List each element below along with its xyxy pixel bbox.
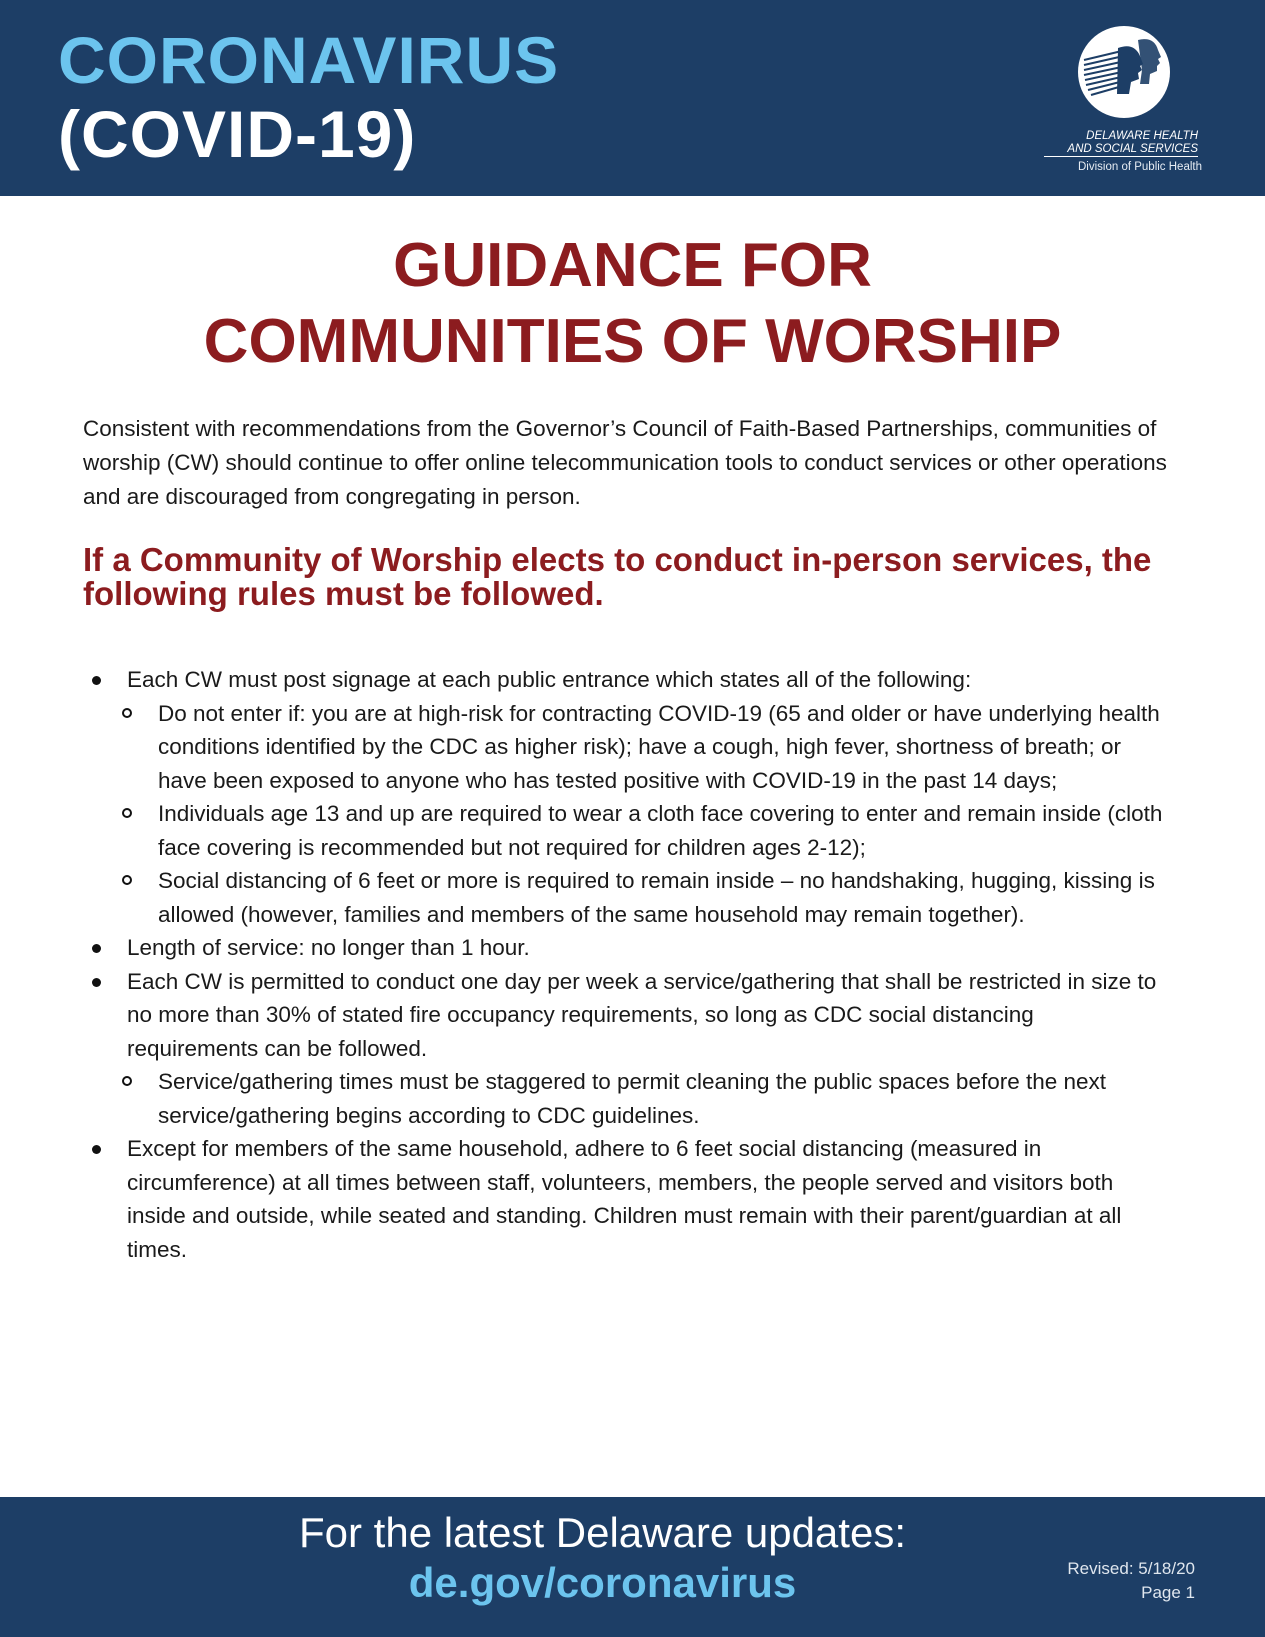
revised-date: Revised: 5/18/20 bbox=[1067, 1559, 1195, 1578]
sub-rules-list bbox=[127, 697, 1163, 932]
circle-bullet-icon bbox=[122, 875, 132, 885]
rule-text: Length of service: no longer than 1 hour. bbox=[127, 935, 530, 960]
sub-rule-text: Service/gathering times must be staggered to permit cleaning the public spaces before the next service/gathering begins according to CDC guidelines. bbox=[158, 1069, 1107, 1128]
bullet-icon bbox=[92, 1145, 101, 1154]
footer-updates-text: For the latest Delaware updates: bbox=[299, 1509, 906, 1556]
logo-text-line3: Division of Public Health bbox=[1077, 161, 1202, 173]
dhss-heads-logo-icon bbox=[1076, 24, 1172, 120]
sub-rule-item bbox=[127, 864, 1163, 931]
title-line2: COMMUNITIES OF WORSHIP bbox=[203, 307, 1062, 376]
document-title bbox=[0, 228, 1265, 380]
sub-rule-text: Social distancing of 6 feet or more is required to remain inside – no handshaking, hugging, kissing is allowed (however, families and members of the same household may remain together). bbox=[158, 868, 1155, 927]
circle-bullet-icon bbox=[122, 808, 132, 818]
header-banner bbox=[0, 0, 1265, 196]
rules-subheading: If a Community of Worship elects to conduct in-person services, the following rules must be followed. bbox=[83, 541, 1152, 612]
revision-info bbox=[1067, 1557, 1195, 1605]
circle-bullet-icon bbox=[122, 708, 132, 718]
logo-text-line1: DELAWARE HEALTH bbox=[1086, 130, 1198, 142]
rule-item bbox=[83, 663, 1163, 931]
rule-text: Except for members of the same household, adhere to 6 feet social distancing (measured in circumference) at all times between staff, volunteers, members, the people served and visitors both inside and outside, while seated and standing. Children must remain with their parent/guardian at all times. bbox=[127, 1136, 1122, 1262]
header-title-coronavirus: CORONAVIRUS bbox=[58, 23, 560, 97]
sub-rule-item bbox=[127, 697, 1163, 798]
footer-banner bbox=[0, 1497, 1265, 1637]
header-title-covid19: (COVID-19) bbox=[58, 97, 417, 171]
rules-list bbox=[83, 663, 1163, 1266]
bullet-icon bbox=[92, 944, 101, 953]
sub-rule-item bbox=[127, 797, 1163, 864]
intro-paragraph: Consistent with recommendations from the Governor’s Council of Faith-Based Partnerships, communities of worship (CW) should continue to offer online telecommunication tools to conduct services or other operations and are discouraged from congregating in person. bbox=[83, 416, 1167, 509]
logo-text-line2: AND SOCIAL SERVICES bbox=[1044, 143, 1198, 157]
bullet-icon bbox=[92, 978, 101, 987]
sub-rule-text: Individuals age 13 and up are required to wear a cloth face covering to enter and remain inside (cloth face covering is recommended but not required for children ages 2-12); bbox=[158, 801, 1163, 860]
rule-item bbox=[83, 931, 1163, 965]
bullet-icon bbox=[92, 676, 101, 685]
title-line1: GUIDANCE FOR bbox=[393, 231, 872, 300]
sub-rule-text: Do not enter if: you are at high-risk for contracting COVID-19 (65 and older or have underlying health conditions identified by the CDC as higher risk); have a cough, high fever, shortness of breath; or have been exposed to anyone who has tested positive with COVID-19 in the past 14 days; bbox=[158, 700, 1160, 793]
dhss-logo bbox=[1048, 24, 1248, 184]
rule-text: Each CW is permitted to conduct one day per week a service/gathering that shall be restricted in size to no more than 30% of stated fire occupancy requirements, so long as CDC social distancing requirements can be followed. bbox=[127, 968, 1157, 1061]
circle-bullet-icon bbox=[122, 1076, 132, 1086]
rule-item bbox=[83, 965, 1163, 1133]
rule-item bbox=[83, 1132, 1163, 1266]
footer-link[interactable]: de.gov/coronavirus bbox=[408, 1559, 797, 1606]
rule-text: Each CW must post signage at each public entrance which states all of the following: bbox=[127, 667, 972, 692]
sub-rules-list bbox=[127, 1065, 1163, 1132]
page-number: Page 1 bbox=[1141, 1583, 1195, 1602]
sub-rule-item bbox=[127, 1065, 1163, 1132]
